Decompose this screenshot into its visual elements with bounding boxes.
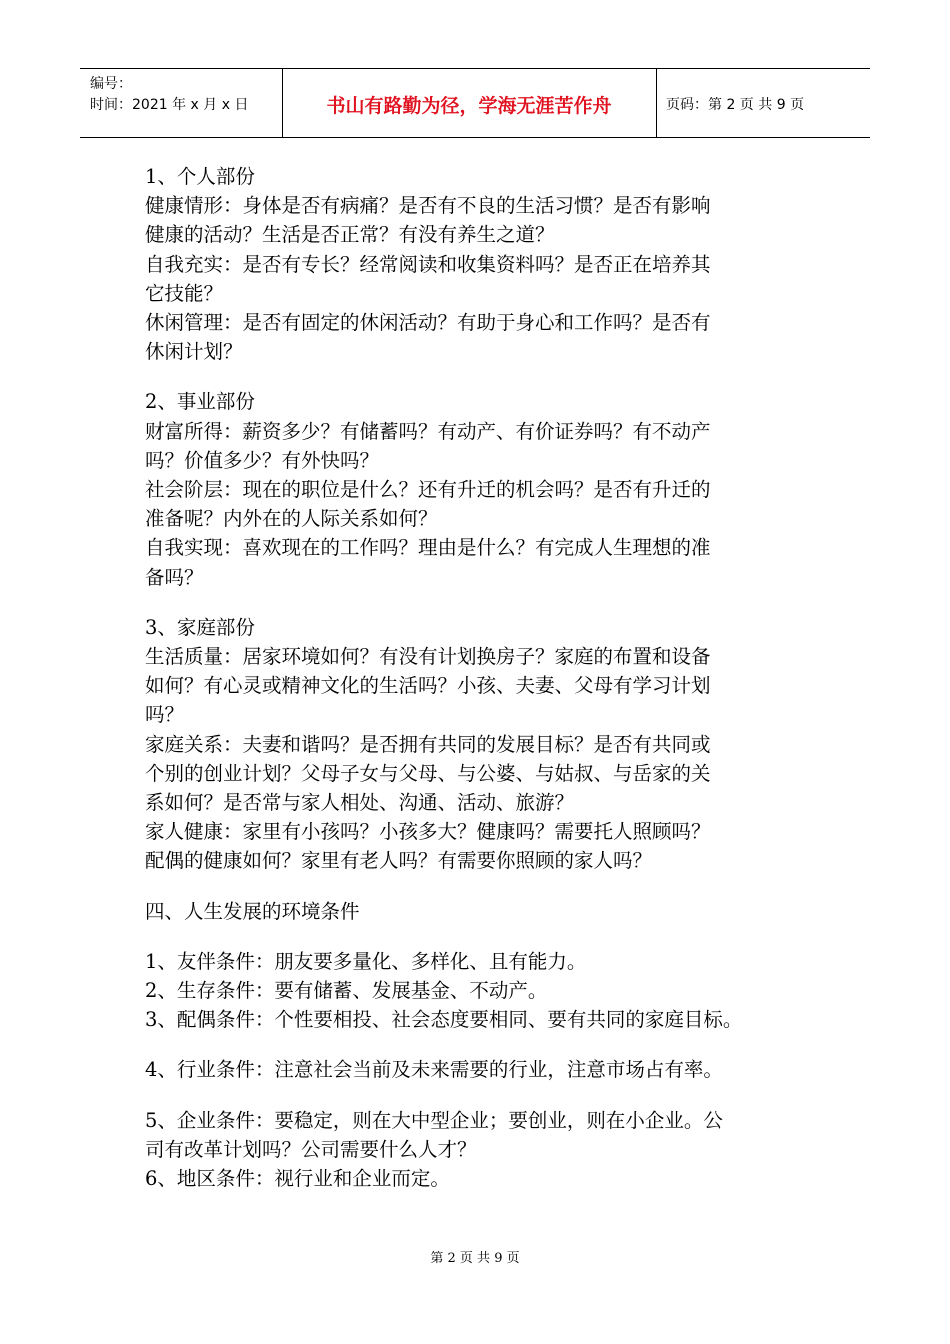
text-line: 吗？ <box>145 703 185 727</box>
text-line: 生活质量：居家环境如何？有没有计划换房子？家庭的布置和设备 <box>145 645 711 669</box>
text-line: 吗？价值多少？有外快吗？ <box>145 448 380 472</box>
text-line: 6、地区条件：视行业和企业而定。 <box>145 1167 450 1191</box>
text-line: 它技能？ <box>145 281 224 305</box>
text-line: 自我实现：喜欢现在的工作吗？理由是什么？有完成人生理想的准 <box>145 536 711 560</box>
text-line: 四、人生发展的环境条件 <box>145 899 360 923</box>
text-line: 1、个人部份 <box>145 165 255 188</box>
text-line: 5、企业条件：要稳定，则在大中型企业；要创业，则在小企业。公 <box>145 1108 723 1132</box>
text-line: 2、生存条件：要有储蓄、发展基金、不动产。 <box>145 979 548 1003</box>
paragraph-gap <box>145 876 835 897</box>
text-line: 财富所得：薪资多少？有储蓄吗？有动产、有价证券吗？有不动产 <box>145 419 711 443</box>
header-page-cell <box>657 69 870 137</box>
text-line: 系如何？是否常与家人相处、沟通、活动、旅游？ <box>145 791 575 815</box>
text-line: 社会阶层：现在的职位是什么？还有升迁的机会吗？是否有升迁的 <box>145 478 711 502</box>
text-line: 备吗？ <box>145 565 204 589</box>
text-line: 2、事业部份 <box>145 390 255 414</box>
text-line: 司有改革计划吗？公司需要什么人才？ <box>145 1137 477 1161</box>
paragraph-gap <box>145 926 835 947</box>
header-left-cell <box>80 69 283 137</box>
page-header <box>80 68 870 138</box>
text-line: 3、配偶条件：个性要相投、社会态度要相同、要有共同的家庭目标。 <box>145 1008 743 1032</box>
text-line: 4、行业条件：注意社会当前及未来需要的行业，注意市场占有率。 <box>145 1058 723 1082</box>
page-footer: 第 2 页 共 9 页 <box>430 1251 520 1266</box>
text-line: 准备呢？内外在的人际关系如何？ <box>145 507 438 531</box>
paragraph-gap <box>145 1034 835 1055</box>
text-line: 3、家庭部份 <box>145 615 255 639</box>
number-label: 编号： <box>90 76 132 92</box>
text-line: 个别的创业计划？父母子女与父母、与公婆、与姑叔、与岳家的关 <box>145 761 711 785</box>
paragraph-gap <box>145 1085 835 1106</box>
text-line: 休闲管理：是否有固定的休闲活动？有助于身心和工作吗？是否有 <box>145 311 711 335</box>
text-line: 如何？有心灵或精神文化的生活吗？小孩、夫妻、父母有学习计划 <box>145 674 711 698</box>
time-label: 时间：2021 年 x 月 x 日 <box>90 97 249 113</box>
paragraph-gap <box>145 366 835 387</box>
header-motto-cell <box>282 69 657 137</box>
text-line: 家人健康：家里有小孩吗？小孩多大？健康吗？需要托人照顾吗？ <box>145 820 711 844</box>
text-line: 休闲计划？ <box>145 340 243 364</box>
motto-text: 书山有路勤为径，学海无涯苦作舟 <box>326 95 612 117</box>
text-line: 1、友伴条件：朋友要多量化、多样化、且有能力。 <box>145 949 587 973</box>
text-line: 健康情形：身体是否有病痛？是否有不良的生活习惯？是否有影响 <box>145 194 711 218</box>
page-info: 页码：第 2 页 共 9 页 <box>666 97 805 113</box>
text-line: 家庭关系：夫妻和谐吗？是否拥有共同的发展目标？是否有共同或 <box>145 732 711 756</box>
text-line: 自我充实：是否有专长？经常阅读和收集资料吗？是否正在培养其 <box>145 252 711 276</box>
text-line: 健康的活动？生活是否正常？有没有养生之道？ <box>145 223 555 247</box>
document-body <box>145 162 835 1193</box>
paragraph-gap <box>145 592 835 613</box>
text-line: 配偶的健康如何？家里有老人吗？有需要你照顾的家人吗？ <box>145 849 653 873</box>
